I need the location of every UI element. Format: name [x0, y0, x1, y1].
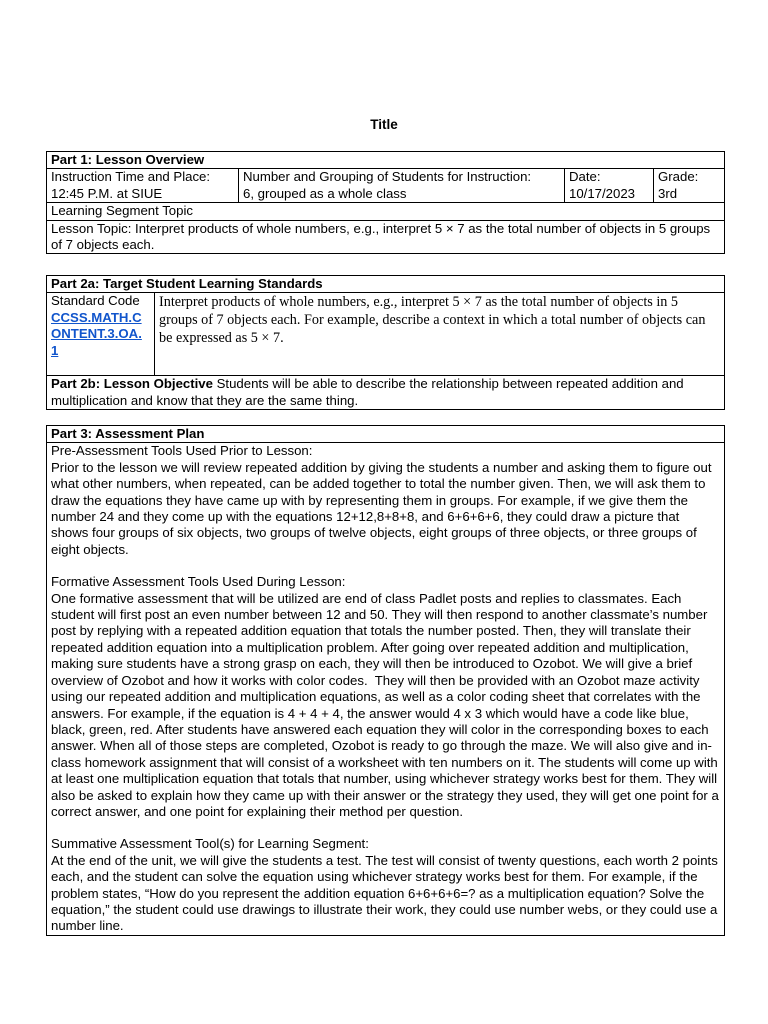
assessment-plan-header: Part 3: Assessment Plan — [47, 426, 725, 443]
lesson-objective-header: Part 2b: Lesson Objective — [51, 376, 213, 392]
pre-assessment-text: Prior to the lesson we will review repeated addition by giving the students a number and asking them to figure out what other numbers, when repeated, can be added together to total the number given. Then, we will ask them to draw the equations they have came up with by representing them in groups. For example, if we give them the number 24 and they come up with the equations 12+12,8+8+8, and 6+6+6+6, they could draw a picture that shows four groups of six objects, two groups of twelve objects, eight groups of three objects, or three groups of eight objects. — [51, 459, 712, 557]
lesson-overview-table — [46, 151, 725, 254]
date-cell — [565, 169, 654, 203]
summative-assessment-text: At the end of the unit, we will give the students a test. The test will consist of twenty questions, each worth 2 points each, and the student can solve the equation using whichever strategy works best for them. For example, if the problem states, “How do you represent the addition equation 6+6+6+6=? as a multiplication equation? Solve the equation,” the student could use drawings to illustrate their work, they could use number webs, or they could use a number line. — [51, 852, 718, 934]
grade-cell — [654, 169, 725, 203]
page-title: Title — [370, 117, 398, 132]
lesson-objective-cell — [47, 376, 725, 410]
pre-assessment-section — [51, 443, 720, 558]
instruction-time-label: Instruction Time and Place: — [51, 169, 211, 185]
student-grouping-label: Number and Grouping of Students for Instruction: — [243, 169, 532, 185]
lesson-topic: Lesson Topic: Interpret products of whole numbers, e.g., interpret 5 × 7 as the total number of objects in 5 groups of 7 objects each. — [47, 220, 725, 254]
formative-assessment-text: One formative assessment that will be utilized are end of class Padlet posts and replies to classmates. Each student will first post an even number between 12 and 50. They will then respond to another classmate’s number post by replying with a repeated addition equation that totals the number posted. Then, they will translate their repeated addition equation into a multiplication problem. After going over repeated addition and multiplication, making sure students have a strong grasp on each, they will then be introduced to Ozobot. We will give a brief overview of Ozobot and how it works with color codes. They will then be provided with an Ozobot maze activity using our repeated addition and multiplication equations, as well as a color coding sheet that correlates with the answers. For example, if the equation is 4 + 4 + 4, the answer would 4 x 3 which would have a code like blue, black, green, red. After students have answered each equation they will color in the corresponding boxes to each answer. When all of those steps are completed, Ozobot is ready to go through the maze. We will also give and in- class homework assignment that will consist of a worksheet with ten numbers on it. The students will come up with at least one multiplication equation that totals that number, using whichever strategy works best for them. They will also be asked to explain how they came up with their answer or the strategy they used, they will get one point for a correct answer, and one point for explaining their method per question. — [51, 590, 723, 819]
summative-assessment-label: Summative Assessment Tool(s) for Learning Segment: — [51, 836, 369, 852]
formative-assessment-label: Formative Assessment Tools Used During Lesson: — [51, 574, 346, 590]
learning-standards-header: Part 2a: Target Student Learning Standards — [47, 276, 725, 293]
standard-code-link[interactable]: CCSS.MATH.CONTENT.3.OA.1 — [51, 309, 142, 358]
assessment-plan-table — [46, 425, 725, 936]
summative-assessment-section — [51, 836, 720, 934]
standard-description: Interpret products of whole numbers, e.g., interpret 5 × 7 as the total number of objects in 5 groups of 7 objects each. For example, describe a context in which a total number of objects can be expressed as 5 × 7. — [155, 293, 725, 376]
lesson-overview-header: Part 1: Lesson Overview — [47, 152, 725, 169]
standard-code-cell — [47, 293, 155, 376]
instruction-time-cell — [47, 169, 239, 203]
date-value: 10/17/2023 — [569, 185, 636, 201]
pre-assessment-label: Pre-Assessment Tools Used Prior to Lesson: — [51, 443, 313, 459]
learning-segment-topic: Learning Segment Topic — [47, 203, 725, 220]
learning-standards-table — [46, 275, 725, 410]
assessment-plan-body — [47, 443, 725, 935]
grade-value: 3rd — [658, 185, 678, 201]
instruction-time-value: 12:45 P.M. at SIUE — [51, 185, 163, 201]
standard-code-label: Standard Code — [51, 293, 140, 309]
grade-label: Grade: — [658, 169, 699, 185]
formative-assessment-section — [51, 574, 723, 820]
student-grouping-cell — [239, 169, 565, 203]
date-label: Date: — [569, 169, 601, 185]
lesson-objective-text: Students will be able to describe the relationship between repeated addition and multiplication and know that they are the same thing. — [51, 376, 684, 408]
student-grouping-value: 6, grouped as a whole class — [243, 185, 407, 201]
